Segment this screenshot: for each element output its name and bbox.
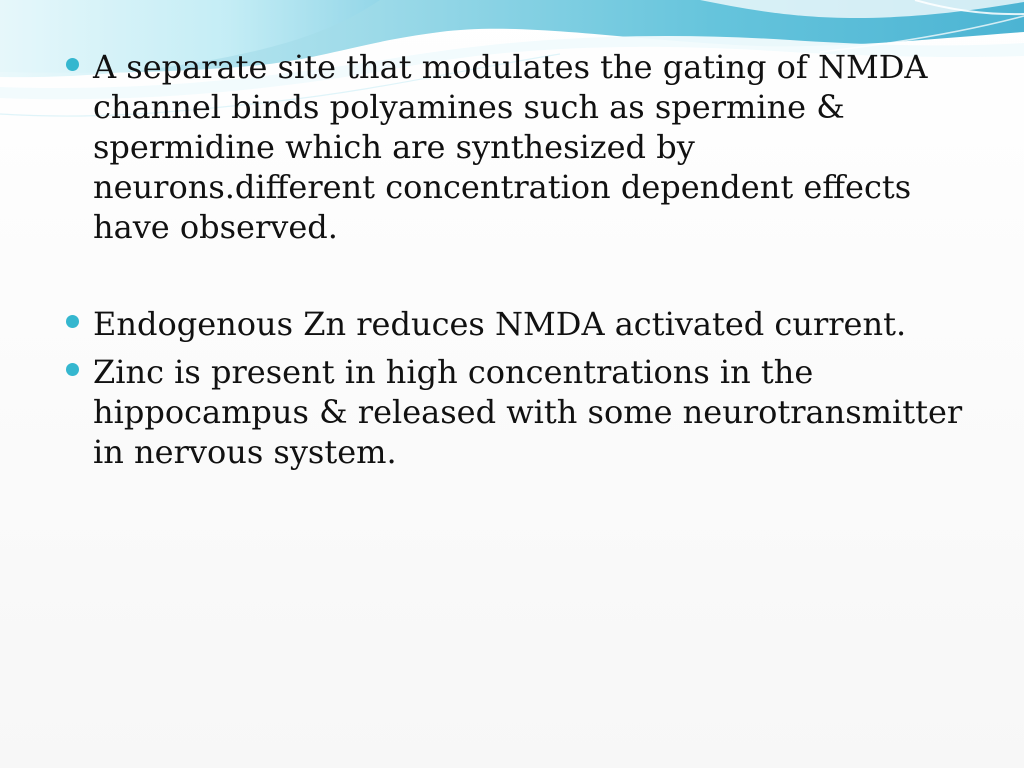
bullet-text: Zinc is present in high concentrations in the hippocampus & released with some neurotransmitter in nervous system. <box>93 353 963 471</box>
bullet-dot-icon <box>66 315 79 328</box>
bullet-dot-icon <box>66 363 79 376</box>
bullet-dot-icon <box>66 58 79 71</box>
bullet-text: Endogenous Zn reduces NMDA activated current. <box>93 305 907 343</box>
bullet-list <box>60 47 970 472</box>
bullet-item <box>60 304 970 344</box>
bullet-item <box>60 352 970 472</box>
bullet-text: A separate site that modulates the gating of NMDA channel binds polyamines such as spermine & spermidine which are synthesized by neurons.different concentration dependent effects have observed. <box>93 48 928 246</box>
bullet-item <box>60 47 970 247</box>
